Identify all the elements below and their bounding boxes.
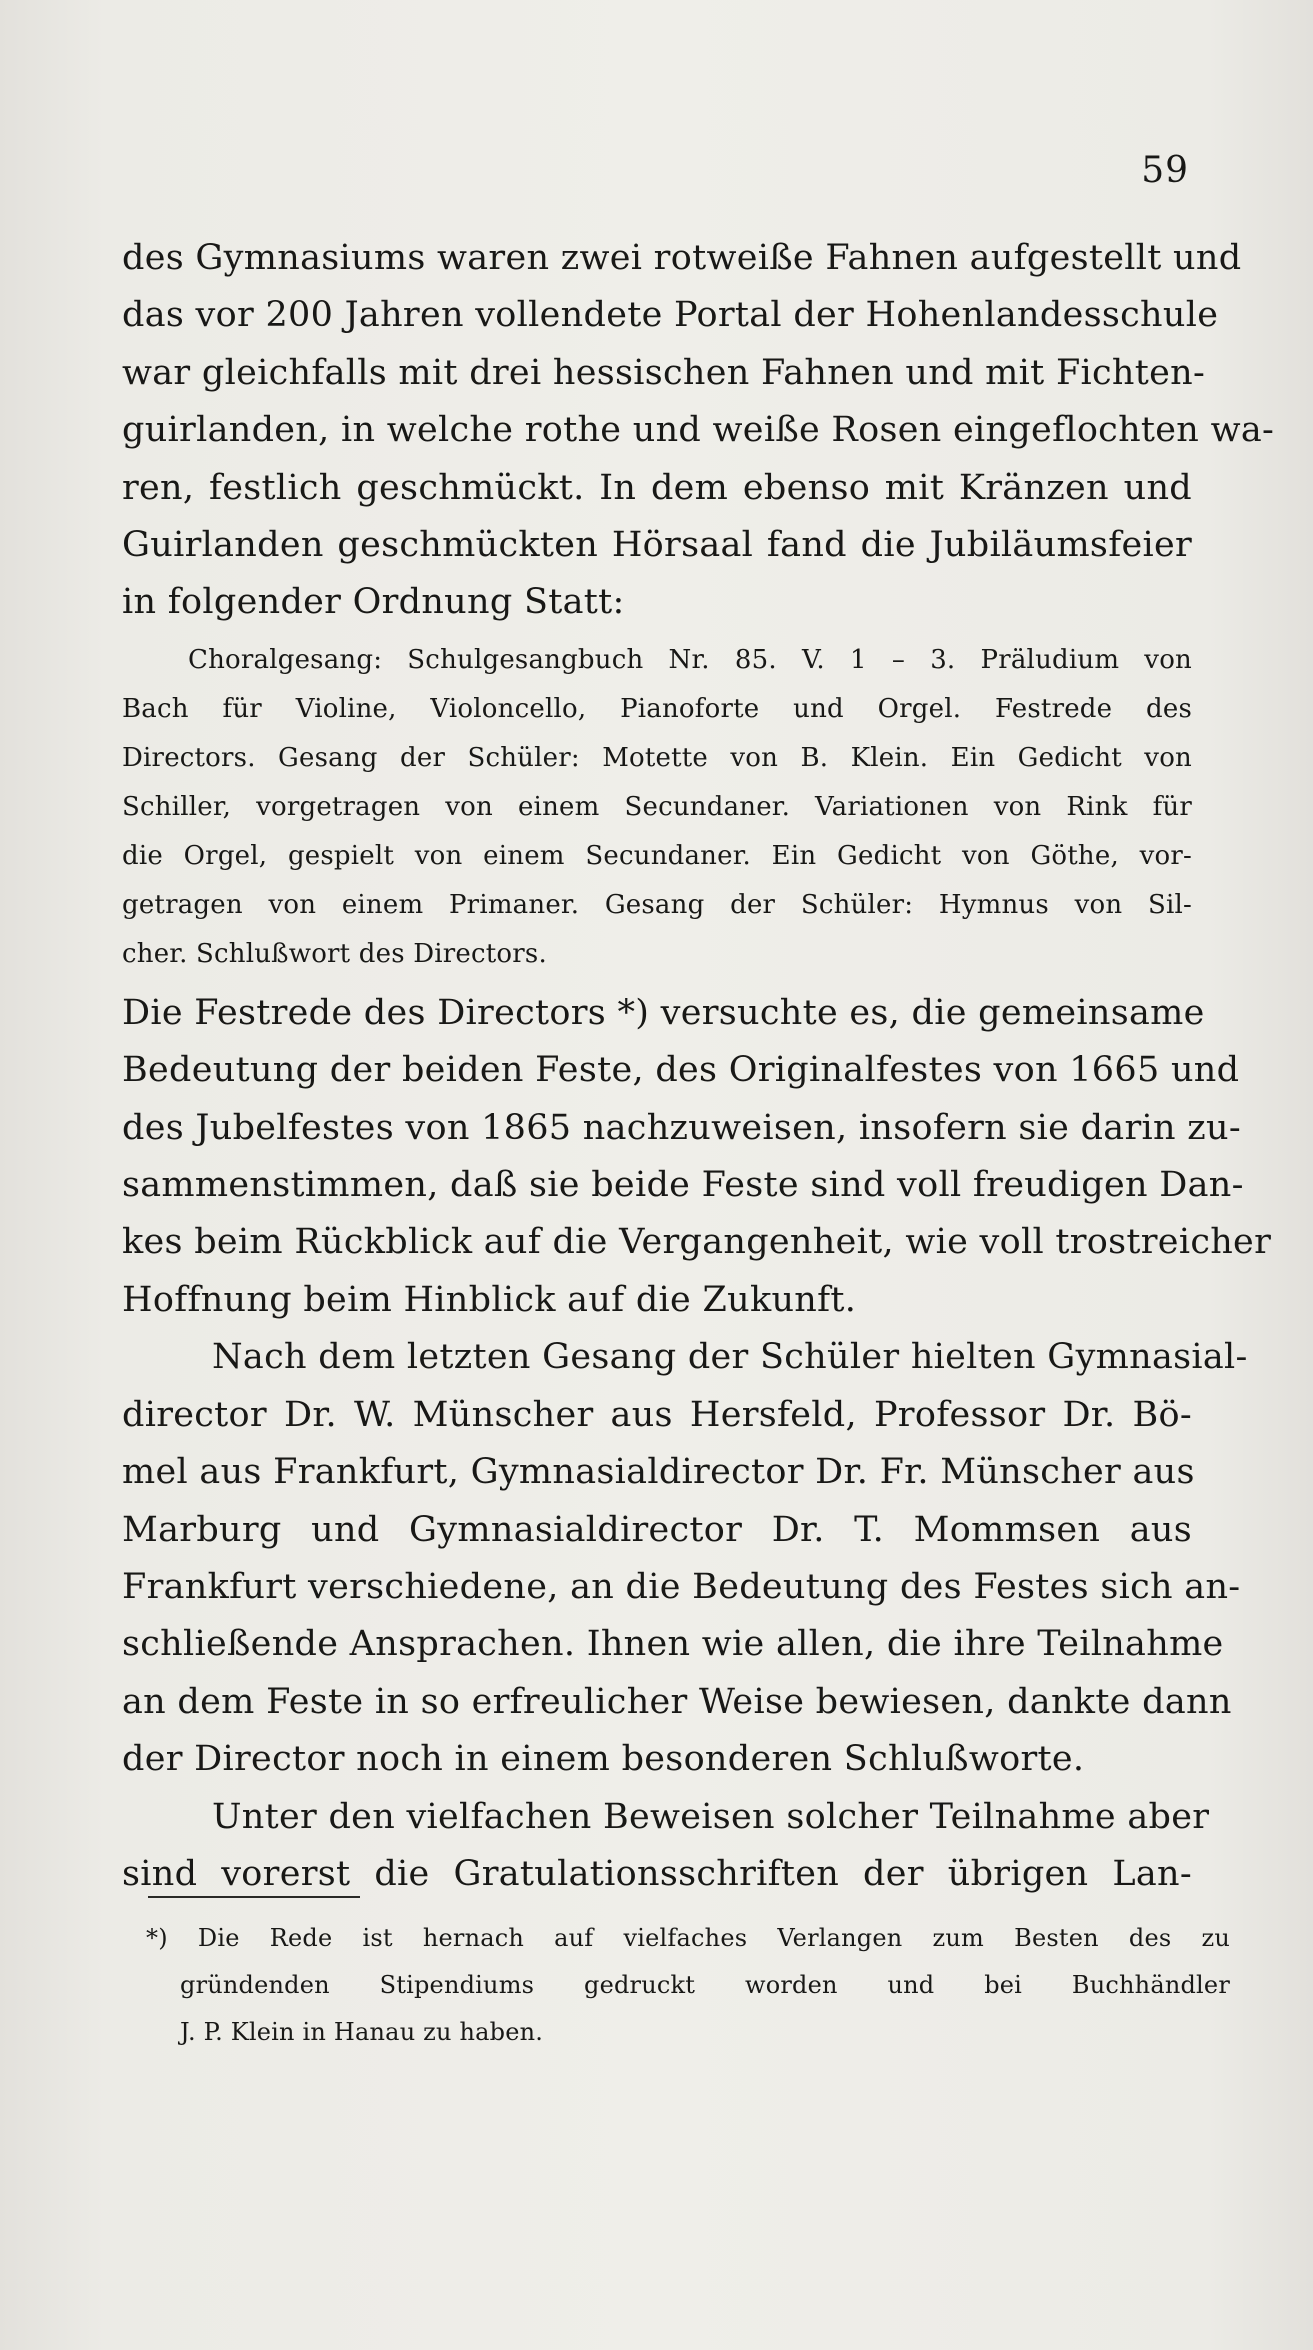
text-line: Bedeutung der beiden Feste, des Originalfestes von 1665 und bbox=[122, 1050, 1240, 1091]
text-line: kes beim Rückblick auf die Vergangenheit, wie voll trostreicher bbox=[122, 1222, 1272, 1263]
text-line: Nach dem letzten Gesang der Schüler hielten Gymnasial- bbox=[212, 1337, 1248, 1378]
text-line: ren, festlich geschmückt. In dem ebenso mit Kränzen und bbox=[122, 467, 1192, 508]
paragraph-flags-and-order bbox=[122, 230, 1275, 632]
text-line: Die Festrede des Directors *) versuchte es, die gemeinsame bbox=[122, 992, 1205, 1033]
text-line: das vor 200 Jahren vollendete Portal der Hohenlandesschule bbox=[122, 295, 1219, 336]
footnote bbox=[146, 1915, 1230, 2056]
text-line: Marburg und Gymnasialdirector Dr. T. Mommsen aus bbox=[122, 1509, 1192, 1550]
footnote-line: *) Die Rede ist hernach auf vielfaches Verlangen zum Besten des zu bbox=[146, 1924, 1230, 1952]
footnote-line: gründenden Stipendiums gedruckt worden und bei Buchhändler bbox=[180, 1971, 1230, 1999]
program-line: Directors. Gesang der Schüler: Motette von B. Klein. Ein Gedicht von bbox=[122, 742, 1192, 773]
text-line: war gleichfalls mit drei hessischen Fahnen und mit Fichten- bbox=[122, 352, 1206, 393]
text-line: director Dr. W. Münscher aus Hersfeld, Professor Dr. Bö- bbox=[122, 1394, 1192, 1435]
text-line: Frankfurt verschiedene, an die Bedeutung des Festes sich an- bbox=[122, 1566, 1241, 1607]
program-line: die Orgel, gespielt von einem Secundaner. Ein Gedicht von Göthe, vor- bbox=[122, 840, 1192, 871]
program-list bbox=[122, 636, 1192, 979]
text-line: an dem Feste in so erfreulicher Weise bewiesen, dankte dann bbox=[122, 1681, 1232, 1722]
text-line: Hoffnung beim Hinblick auf die Zukunft. bbox=[122, 1279, 857, 1320]
program-line: cher. Schlußwort des Directors. bbox=[122, 938, 547, 969]
text-line: sind vorerst die Gratulationsschriften der übrigen Lan- bbox=[122, 1853, 1192, 1894]
footnote-line: J. P. Klein in Hanau zu haben. bbox=[180, 2018, 544, 2046]
program-line: Bach für Violine, Violoncello, Pianoforte und Orgel. Festrede des bbox=[122, 693, 1192, 724]
paragraph-ansprachen bbox=[122, 1329, 1248, 1788]
program-line: Schiller, vorgetragen von einem Secundaner. Variationen von Rink für bbox=[122, 791, 1192, 822]
text-line: sammenstimmen, daß sie beide Feste sind voll freudigen Dan- bbox=[122, 1165, 1244, 1206]
main-text bbox=[122, 230, 1275, 1903]
text-line: Guirlanden geschmückten Hörsaal fand die Jubiläumsfeier bbox=[122, 525, 1192, 566]
text-line: der Director noch in einem besonderen Schlußworte. bbox=[122, 1739, 1085, 1780]
text-line: mel aus Frankfurt, Gymnasialdirector Dr. Fr. Münscher aus bbox=[122, 1452, 1195, 1493]
text-line: Unter den vielfachen Beweisen solcher Teilnahme aber bbox=[212, 1796, 1210, 1837]
page-number: 59 bbox=[1141, 150, 1189, 191]
footnote-divider bbox=[148, 1896, 360, 1898]
text-line: guirlanden, in welche rothe und weiße Rosen eingeflochten wa- bbox=[122, 410, 1275, 451]
program-line: Choralgesang: Schulgesangbuch Nr. 85. V. 1 – 3. Präludium von bbox=[188, 644, 1192, 675]
program-line: getragen von einem Primaner. Gesang der Schüler: Hymnus von Sil- bbox=[122, 889, 1192, 920]
paragraph-gratulationsschriften bbox=[122, 1789, 1210, 1904]
text-line: in folgender Ordnung Statt: bbox=[122, 582, 625, 623]
text-line: schließende Ansprachen. Ihnen wie allen, die ihre Teilnahme bbox=[122, 1624, 1224, 1665]
text-line: des Gymnasiums waren zwei rotweiße Fahnen aufgestellt und bbox=[122, 238, 1242, 278]
text-line: des Jubelfestes von 1865 nachzuweisen, insofern sie darin zu- bbox=[122, 1107, 1241, 1148]
paragraph-festrede bbox=[122, 985, 1272, 1329]
